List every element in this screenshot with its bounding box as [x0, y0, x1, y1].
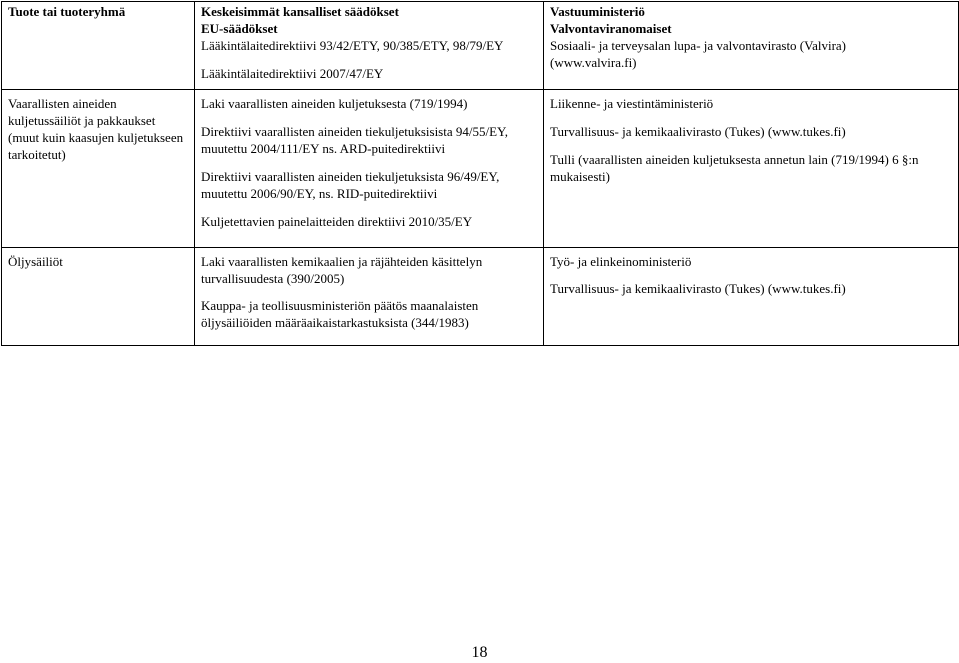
legislation-item: Laki vaarallisten kemikaalien ja räjähteiden käsittelyn turvallisuudesta (390/2005) — [201, 254, 483, 286]
legislation-item: Kuljetettavien painelaitteiden direktiivi 2010/35/EY — [201, 214, 473, 229]
header-authority-item: Sosiaali- ja terveysalan lupa- ja valvontavirasto (Valvira) — [550, 38, 847, 53]
header-eu-title: EU-säädökset — [201, 21, 278, 36]
authority-item: Työ- ja elinkeinoministeriö — [550, 254, 692, 269]
header-authority-url: (www.valvira.fi) — [550, 55, 637, 70]
page-number: 18 — [471, 644, 488, 661]
product-name: Vaarallisten aineiden kuljetussäiliöt ja pakkaukset (muut kuin kaasujen kuljetukseen tarkoitetut) — [8, 96, 184, 162]
header-product-cell — [2, 2, 195, 90]
authority-item: Turvallisuus- ja kemikaalivirasto (Tukes) (www.tukes.fi) — [550, 281, 846, 296]
header-legislation-item: Lääkintälaitedirektiivi 93/42/ETY, 90/385/ETY, 98/79/EY — [201, 38, 504, 53]
regulation-table — [1, 1, 959, 346]
product-cell — [2, 90, 195, 248]
authority-cell — [544, 90, 959, 248]
product-cell — [2, 248, 195, 346]
header-legislation-item: Lääkintälaitedirektiivi 2007/47/EY — [201, 66, 384, 81]
authority-item: Turvallisuus- ja kemikaalivirasto (Tukes) (www.tukes.fi) — [550, 124, 846, 139]
header-legislation-cell — [195, 2, 544, 90]
table-row — [2, 248, 959, 346]
legislation-item: Kauppa- ja teollisuusministeriön päätös maanalaisten öljysäiliöiden määräaikaistarkastuksista (344/1983) — [201, 298, 479, 330]
authority-item: Tulli (vaarallisten aineiden kuljetuksesta annetun lain (719/1994) 6 §:n mukaisesti) — [550, 152, 919, 184]
legislation-cell — [195, 90, 544, 248]
legislation-item: Direktiivi vaarallisten aineiden tiekuljetuksisista 94/55/EY, muutettu 2004/111/EY ns. ARD-puitedirektiivi — [201, 124, 509, 156]
legislation-cell — [195, 248, 544, 346]
header-product-title: Tuote tai tuoteryhmä — [8, 4, 126, 19]
header-supervisor-title: Valvontaviranomaiset — [550, 21, 672, 36]
legislation-item: Laki vaarallisten aineiden kuljetuksesta (719/1994) — [201, 96, 468, 111]
header-legislation-title: Keskeisimmät kansalliset säädökset — [201, 4, 399, 19]
authority-item: Liikenne- ja viestintäministeriö — [550, 96, 714, 111]
table-row — [2, 90, 959, 248]
legislation-item: Direktiivi vaarallisten aineiden tiekuljetuksista 96/49/EY, muutettu 2006/90/EY, ns. RID-puitedirektiivi — [201, 169, 500, 201]
header-authority-cell — [544, 2, 959, 90]
product-name: Öljysäiliöt — [8, 254, 63, 269]
table-header-row — [2, 2, 959, 90]
authority-cell — [544, 248, 959, 346]
header-ministry-title: Vastuuministeriö — [550, 4, 645, 19]
